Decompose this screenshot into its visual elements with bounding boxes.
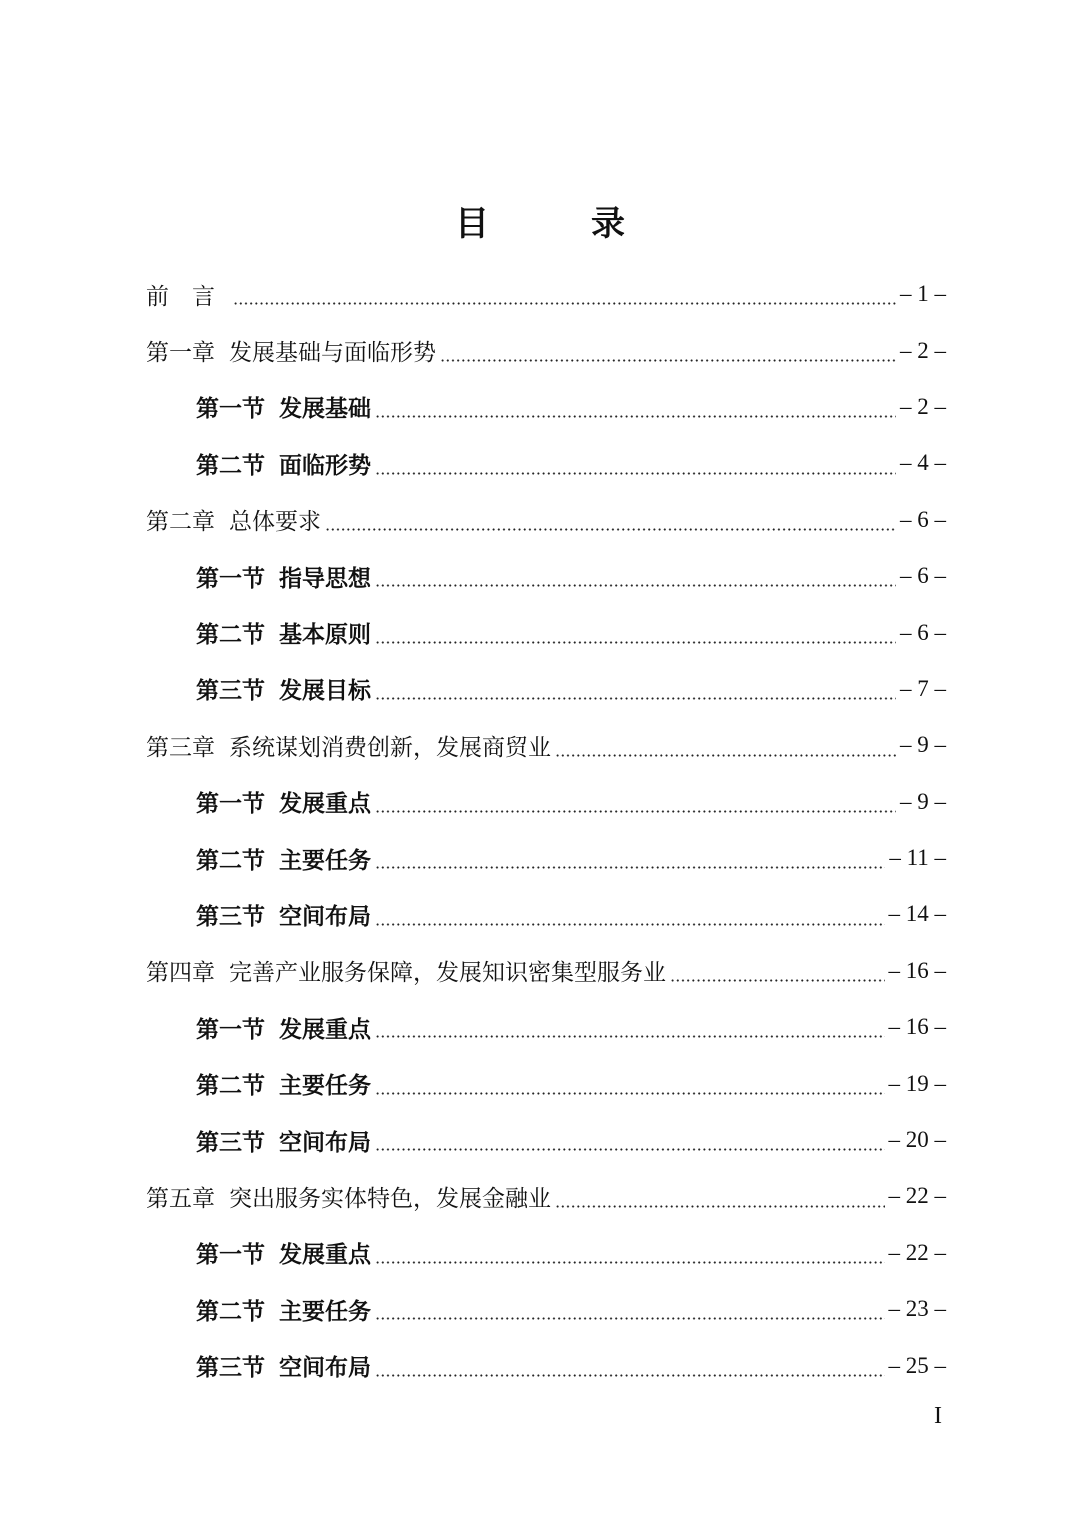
toc-page-reference: – 2 – [900,337,946,363]
toc-section-entry[interactable] [146,661,946,717]
dot-leader [375,1261,885,1264]
toc-section-entry[interactable] [146,604,946,660]
toc-page-reference: – 19 – [888,1070,946,1096]
toc-page-reference: – 16 – [888,957,946,983]
dot-leader [375,923,885,926]
toc-entry-number: 第三节 [196,677,265,705]
toc-chapter-entry[interactable] [146,492,946,548]
toc-page-reference: – 6 – [900,619,946,645]
toc-chapter-entry[interactable] [146,717,946,773]
toc-section-entry[interactable] [146,774,946,830]
dot-leader [375,1035,885,1038]
toc-section-entry[interactable] [146,548,946,604]
toc-entry-number: 第二章 [146,509,215,536]
toc-entry-title: 完善产业服务保障，发展知识密集型服务业 [229,960,666,987]
toc-entry-number: 第四章 [146,960,215,987]
toc-entry-number: 第一节 [196,1241,265,1269]
toc-section-entry[interactable] [146,1112,946,1168]
toc-entry-title: 主要任务 [279,1072,371,1100]
toc-entry-number: 第一节 [196,1015,265,1043]
dot-leader [375,641,896,644]
toc-page-reference: – 1 – [900,281,946,307]
toc-entry-title: 发展重点 [279,1241,371,1269]
toc-entry-title: 系统谋划消费创新，发展商贸业 [229,734,551,761]
toc-page-reference: – 14 – [888,901,946,927]
dot-leader [375,1092,885,1095]
dot-leader [375,1148,885,1151]
toc-section-entry[interactable] [146,1225,946,1281]
toc-page-reference: – 23 – [888,1296,946,1322]
toc-entry-number: 第一节 [196,790,265,818]
toc-chapter-entry[interactable] [146,322,946,378]
toc-page-reference: – 22 – [888,1183,946,1209]
toc-chapter-entry[interactable] [146,943,946,999]
toc-entry-title: 总体要求 [229,509,321,536]
toc-entry-title: 基本原则 [279,621,371,649]
toc-entry-title: 发展基础与面临形势 [229,340,436,367]
toc-section-entry[interactable] [146,886,946,942]
toc-page-reference: – 4 – [900,450,946,476]
dot-leader [555,754,896,757]
toc-page-reference: – 9 – [900,788,946,814]
toc-entry-number: 第二节 [196,1072,265,1100]
toc-entry-number: 第三节 [196,1354,265,1382]
toc-page-reference: – 6 – [900,563,946,589]
toc-entry-number: 第三节 [196,1128,265,1156]
toc-entry-number: 前 言 [146,283,215,310]
toc-page-reference: – 11 – [889,845,946,871]
toc-entry-number: 第二节 [196,621,265,649]
dot-leader [375,866,885,869]
toc-page-reference: – 16 – [888,1014,946,1040]
toc-section-entry[interactable] [146,435,946,491]
dot-leader [375,810,896,813]
dot-leader [375,584,896,587]
page-number: I [934,1403,942,1429]
toc-entry-title: 发展重点 [279,1015,371,1043]
toc-entry-title: 主要任务 [279,846,371,874]
toc-chapter-entry[interactable] [146,266,946,322]
toc-page-reference: – 6 – [900,506,946,532]
toc-entry-number: 第一节 [196,395,265,423]
toc-entry-title: 发展重点 [279,790,371,818]
toc-entry-number: 第三章 [146,734,215,761]
dot-leader [670,979,885,982]
toc-entry-number: 第一章 [146,340,215,367]
toc-section-entry[interactable] [146,1281,946,1337]
toc-page-reference: – 7 – [900,675,946,701]
toc-section-entry[interactable] [146,830,946,886]
toc-entry-number: 第二节 [196,846,265,874]
toc-entry-title: 空间布局 [279,1354,371,1382]
toc-entry-title: 主要任务 [279,1297,371,1325]
toc-entry-title: 空间布局 [279,902,371,930]
toc-entry-title: 发展基础 [279,395,371,423]
toc-page-reference: – 2 – [900,393,946,419]
table-of-contents [146,266,946,1394]
toc-entry-number: 第五章 [146,1185,215,1212]
toc-entry-title: 空间布局 [279,1128,371,1156]
dot-leader [375,1317,885,1320]
dot-leader [233,302,896,305]
dot-leader [325,528,896,531]
page-title: 目 录 [455,204,659,244]
toc-entry-title: 发展目标 [279,677,371,705]
toc-entry-number: 第二节 [196,451,265,479]
toc-entry-title: 突出服务实体特色，发展金融业 [229,1185,551,1212]
toc-entry-title: 指导思想 [279,564,371,592]
dot-leader [375,1374,885,1377]
toc-section-entry[interactable] [146,999,946,1055]
toc-page-reference: – 20 – [888,1127,946,1153]
toc-page-reference: – 22 – [888,1239,946,1265]
dot-leader [440,359,896,362]
toc-section-entry[interactable] [146,1055,946,1111]
toc-page-reference: – 25 – [888,1352,946,1378]
dot-leader [375,415,896,418]
toc-entry-number: 第二节 [196,1297,265,1325]
dot-leader [375,472,896,475]
toc-section-entry[interactable] [146,379,946,435]
toc-entry-title: 面临形势 [279,451,371,479]
toc-entry-number: 第一节 [196,564,265,592]
toc-entry-number: 第三节 [196,902,265,930]
toc-page-reference: – 9 – [900,732,946,758]
dot-leader [375,697,896,700]
toc-chapter-entry[interactable] [146,1168,946,1224]
toc-section-entry[interactable] [146,1337,946,1393]
dot-leader [555,1205,885,1208]
